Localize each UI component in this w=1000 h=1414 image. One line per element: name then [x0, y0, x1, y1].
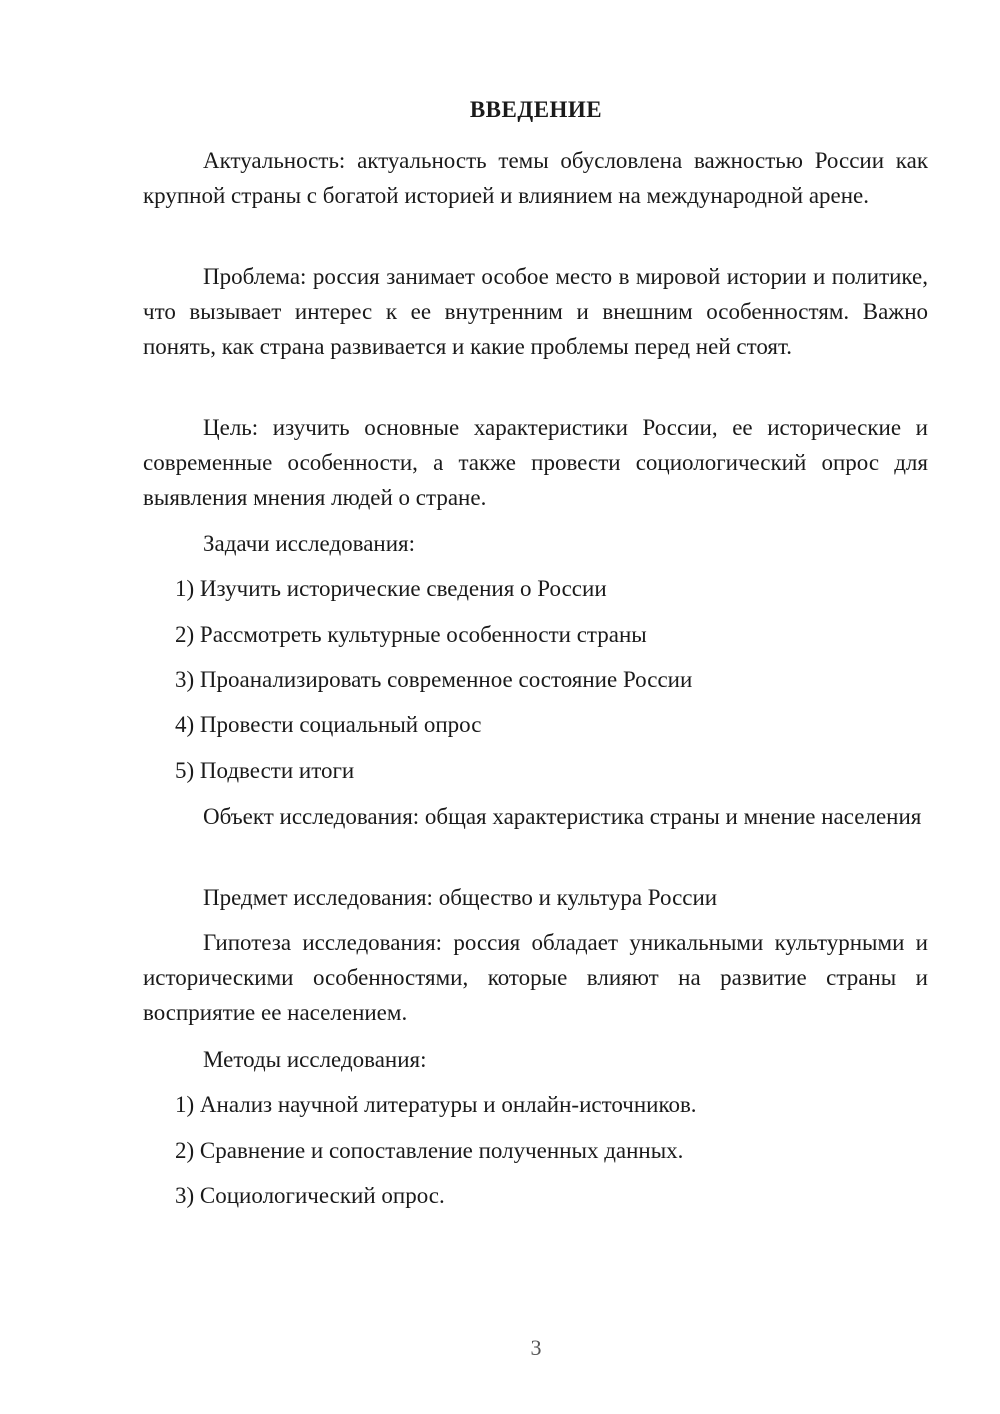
task-item: 3) Проанализировать современное состояние России — [175, 667, 693, 692]
method-item: 1) Анализ научной литературы и онлайн-источников. — [175, 1092, 697, 1117]
subject-paragraph: Предмет исследования: общество и культура России — [203, 885, 718, 910]
methods-heading: Методы исследования: — [203, 1047, 427, 1072]
hypothesis-paragraph: Гипотеза исследования: россия обладает уникальными культурными и историческими особенностями, которые влияют на развитие страны и восприятие ее населением. — [143, 930, 928, 1025]
task-item: 4) Провести социальный опрос — [175, 712, 482, 737]
relevance-paragraph: Актуальность: актуальность темы обусловлена важностью России как крупной страны с богатой историей и влиянием на международной арене. — [143, 148, 928, 208]
problem-paragraph: Проблема: россия занимает особое место в мировой истории и политике, что вызывает интерес к ее внутренним и внешним особенностям. Важно понять, как страна развивается и какие проблемы перед ней стоят. — [143, 264, 928, 359]
task-item: 5) Подвести итоги — [175, 758, 355, 783]
method-item: 3) Социологический опрос. — [175, 1183, 445, 1208]
tasks-heading: Задачи исследования: — [203, 531, 416, 556]
goal-paragraph: Цель: изучить основные характеристики России, ее исторические и современные особенности, а также провести социологический опрос для выявления мнения людей о стране. — [143, 415, 928, 510]
page-number: 3 — [530, 1335, 542, 1360]
task-item: 1) Изучить исторические сведения о России — [175, 576, 607, 601]
page-title: ВВЕДЕНИЕ — [469, 97, 603, 122]
object-paragraph: Объект исследования: общая характеристика страны и мнение населения — [203, 804, 922, 829]
method-item: 2) Сравнение и сопоставление полученных данных. — [175, 1138, 684, 1163]
task-item: 2) Рассмотреть культурные особенности страны — [175, 622, 647, 647]
